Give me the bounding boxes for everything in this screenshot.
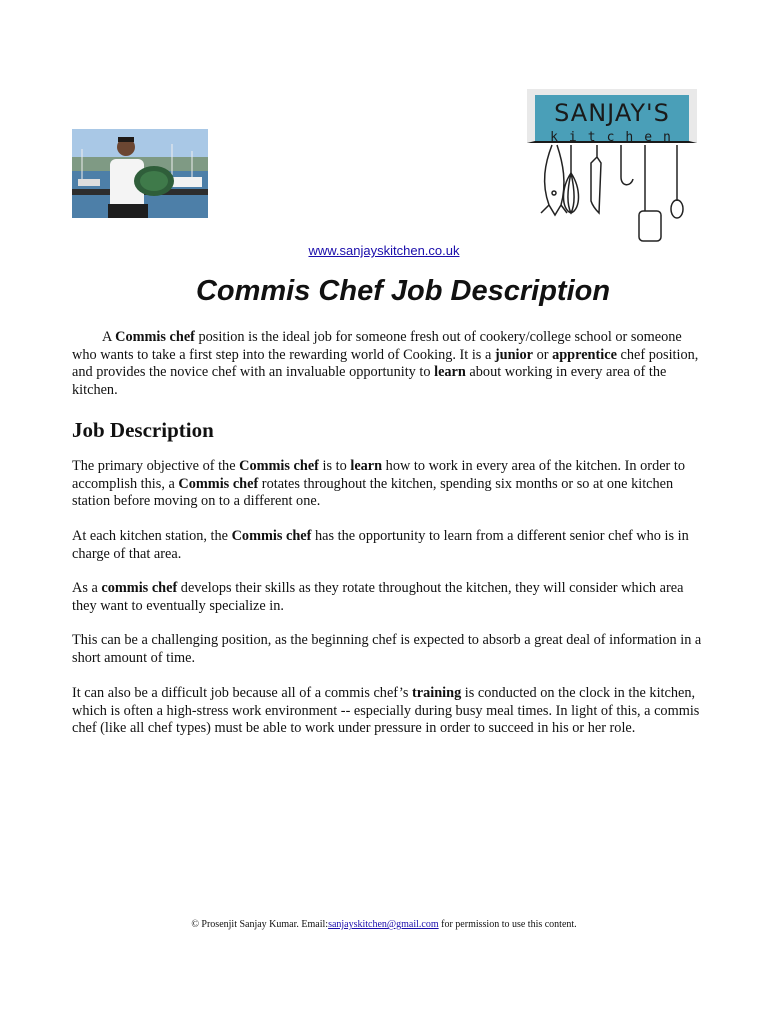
text-run: It can also be a difficult job because all of a commis chef’s [72,685,412,701]
intro-paragraph [72,329,702,399]
section-heading: Job Description [72,418,214,442]
emphasized-text: learn [434,364,466,381]
emphasized-text: commis chef [101,580,178,596]
text-run: is to [318,458,351,474]
emphasized-text: junior [494,346,534,363]
text-run: or [533,346,553,363]
text-run: how to work in every area of the kitchen. In order to accomplish this, a [72,458,686,492]
emphasized-text: Commis chef [231,528,312,544]
body-paragraph-2 [72,528,702,563]
footer-suffix: for permission to use this content. [438,919,577,930]
logo-title: SANJAY'S [554,99,670,127]
sanjays-kitchen-logo [527,89,697,245]
text-run: The primary objective of the [72,458,240,474]
emphasized-text: Commis chef [178,475,259,492]
body-paragraph-4 [72,632,702,667]
chef-photo [72,129,208,218]
body-paragraph-3 [72,580,702,615]
logo-subtitle: kitchen [550,130,682,145]
text-run: This can be a challenging position, as the beginning chef is expected to absorb a great deal of information in a short amount of time. [72,632,702,666]
body-paragraph-5 [72,685,702,738]
emphasized-text: Commis chef [239,458,319,474]
text-run: is conducted on the clock in the kitchen, which is often a high-stress work environment -- especially during busy meal times. In light of this, a commis chef (like all chef types) must be able to work under pressure in order to succeed in his or her role. [72,685,700,737]
logo-banner [527,89,697,143]
text-run: A [102,329,116,345]
emphasized-text: Commis chef [115,329,195,345]
emphasized-text: training [411,685,462,701]
text-run: position is the ideal job for someone fresh out of cookery/college school or someone who wants to take a first step into the rewarding world of Cooking. It is a [72,329,682,363]
footer [0,919,768,930]
footer-prefix: © Prosenjit Sanjay Kumar. Email: [191,919,329,930]
website-link-container [0,243,768,258]
footer-email-link[interactable]: sanjayskitchen@gmail.com [328,919,439,930]
hanging-utensils-icon [527,143,697,245]
text-run: has the opportunity to learn from a different senior chef who is in charge of that area. [72,528,689,562]
website-link[interactable]: www.sanjayskitchen.co.uk [308,243,460,258]
text-run: At each kitchen station, the [72,528,232,544]
emphasized-text: apprentice [552,346,617,363]
text-run: develops their skills as they rotate throughout the kitchen, they will consider which area they want to eventually specialize in. [72,580,684,614]
text-run: chef position, and provides the novice chef with an invaluable opportunity to [72,346,699,381]
document-title: Commis Chef Job Description [195,275,611,307]
text-run: As a [72,580,102,596]
body-paragraph-1 [72,458,702,511]
text-run: about working in every area of the kitchen. [72,364,667,398]
emphasized-text: learn [350,458,383,474]
text-run: rotates throughout the kitchen, spending six months or so at one kitchen station before moving on to a different one. [72,475,674,510]
